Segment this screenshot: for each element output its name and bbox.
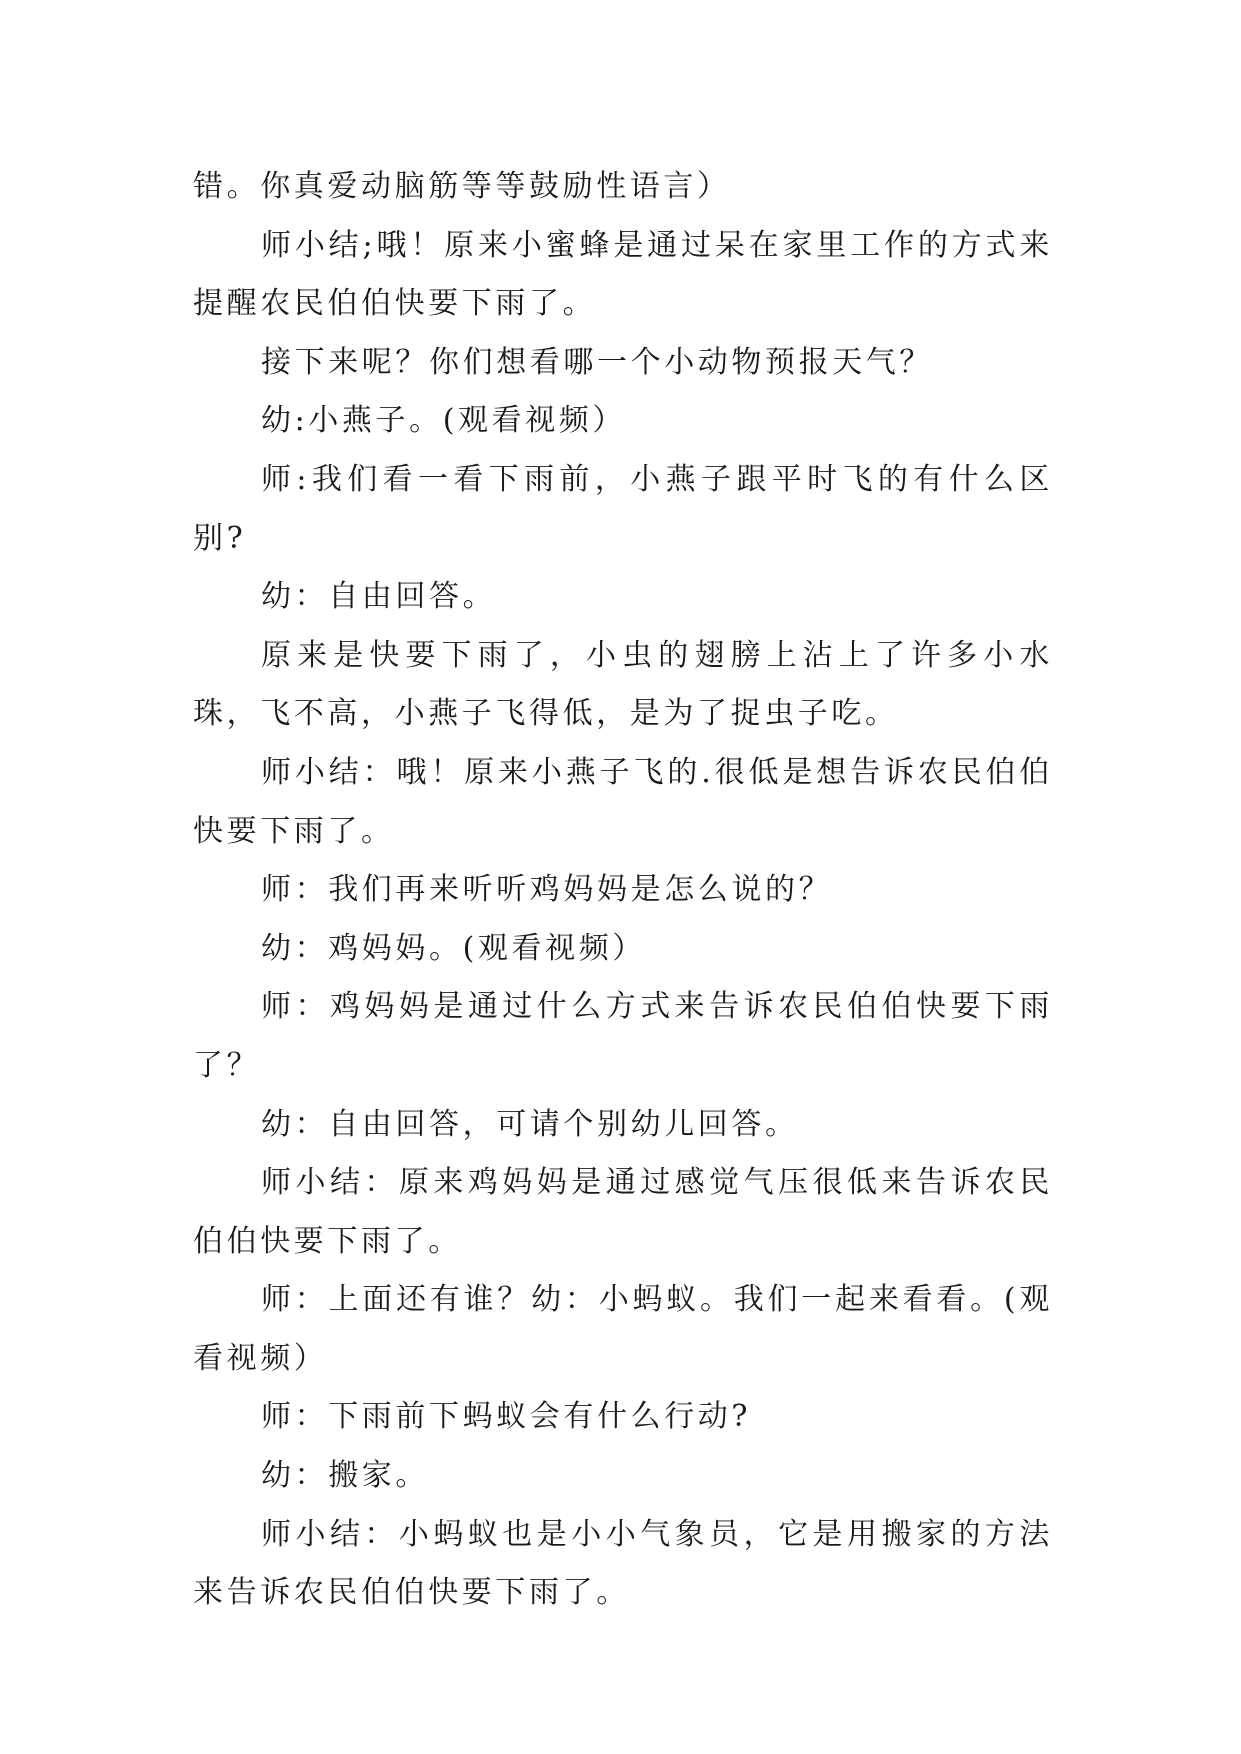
paragraph: 幼：自由回答，可请个别幼儿回答。 [261,1106,799,1142]
paragraph: 师：上面还有谁？幼：小蚂蚁。我们一起来看看。(观看视频） [193,1282,1053,1376]
paragraph: 原来是快要下雨了，小虫的翅膀上沾上了许多小水珠，飞不高，小燕子飞得低，是为了捉虫子吃。 [193,637,1053,732]
paragraph: 师:我们看一看下雨前，小燕子跟平时飞的有什么区别? [193,461,1053,556]
paragraph: 幼：鸡妈妈。(观看视频） [261,930,646,966]
body-text [193,158,1053,1623]
paragraph: 幼：自由回答。 [261,579,497,615]
paragraph: 师小结：小蚂蚁也是小小气象员，它是用搬家的方法来告诉农民伯伯快要下雨了。 [193,1516,1053,1611]
paragraph: 师：鸡妈妈是通过什么方式来告诉农民伯伯快要下雨了？ [193,989,1053,1083]
paragraph: 幼:小燕子。(观看视频） [261,403,627,439]
paragraph: 接下来呢？你们想看哪一个小动物预报天气？ [261,344,933,380]
paragraph: 师：下雨前下蚂蚁会有什么行动? [261,1399,752,1435]
paragraph: 师：我们再来听听鸡妈妈是怎么说的？ [261,872,833,908]
paragraph: 师小结：哦！原来小燕子飞的.很低是想告诉农民伯伯快要下雨了。 [193,754,1053,849]
paragraph: 幼：搬家。 [261,1458,429,1494]
paragraph: 师小结：原来鸡妈妈是通过感觉气压很低来告诉农民伯伯快要下雨了。 [193,1165,1053,1259]
paragraph: 错。你真爱动脑筋等等鼓励性语言） [193,169,731,204]
paragraph: 师小结;哦！原来小蜜蜂是通过呆在家里工作的方式来提醒农民伯伯快要下雨了。 [193,227,1053,322]
